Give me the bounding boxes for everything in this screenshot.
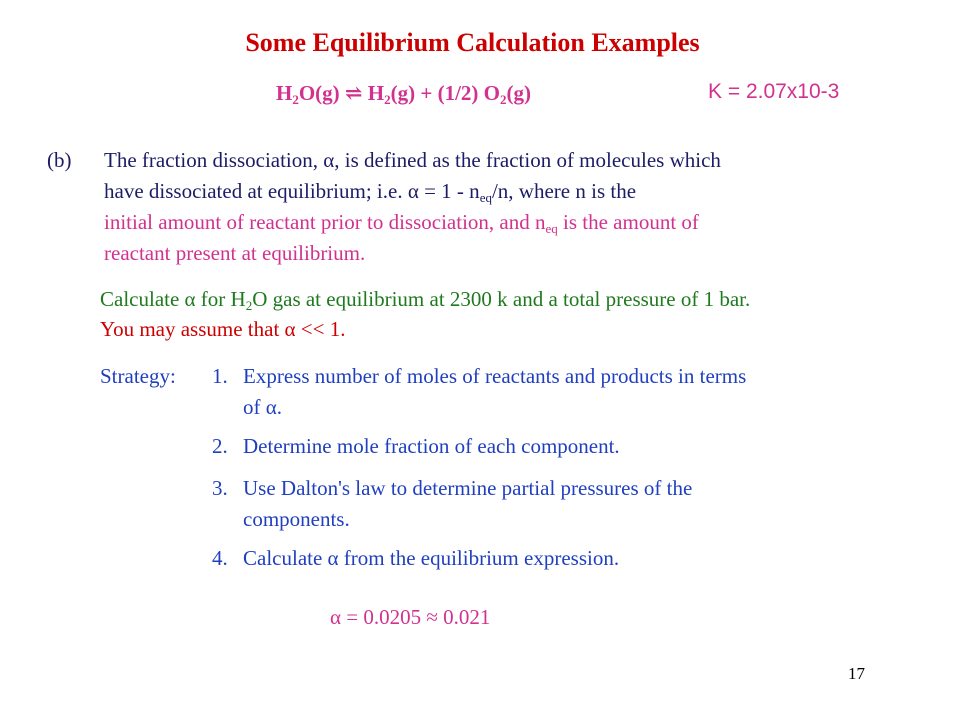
h2o-subscript: 2 — [245, 298, 253, 313]
product2-tail: (g) — [506, 81, 531, 105]
strategy-label: Strategy: — [100, 364, 176, 388]
product1-symbol: H — [367, 81, 385, 105]
definition-line-4: reactant present at equilibrium. — [104, 241, 366, 265]
calculate-pre: Calculate α for H — [100, 287, 246, 311]
definition-line-3-post: is the amount of — [557, 210, 699, 234]
assumption-text: You may assume that α << 1. — [100, 317, 346, 341]
neq-subscript-2: eq — [545, 221, 558, 236]
step-1-continuation: of α. — [243, 395, 282, 419]
step-2-number: 2. — [212, 434, 228, 458]
equilibrium-constant: K = 2.07x10-3 — [708, 80, 840, 103]
product1-tail: (g) + (1/2) O — [390, 81, 500, 105]
part-b-marker: (b) — [47, 148, 72, 172]
step-4-text: Calculate α from the equilibrium expression. — [243, 546, 620, 570]
answer-value: α = 0.0205 ≈ 0.021 — [330, 605, 491, 629]
slide-title: Some Equilibrium Calculation Examples — [245, 28, 700, 57]
definition-line-3-pre: initial amount of reactant prior to dissociation, and n — [104, 210, 546, 234]
calculate-prompt — [100, 287, 750, 312]
page-number: 17 — [848, 664, 865, 683]
product2-subscript: 2 — [499, 92, 507, 107]
reactant-subscript: 2 — [292, 92, 299, 107]
definition-line-2-pre: have dissociated at equilibrium; i.e. α = 1 - n — [104, 179, 480, 203]
definition-line-2 — [104, 179, 636, 204]
product1-subscript: 2 — [384, 92, 391, 107]
neq-subscript: eq — [479, 190, 492, 205]
step-3-number: 3. — [212, 476, 228, 500]
definition-line-2-post: /n, where n is the — [491, 179, 637, 203]
calculate-post: O gas at equilibrium at 2300 k and a total pressure of 1 bar. — [252, 287, 751, 311]
equilibrium-arrow: ⇌ — [344, 81, 363, 105]
definition-line-1: The fraction dissociation, α, is defined as the fraction of molecules which — [104, 148, 721, 172]
reactant-symbol: H — [276, 81, 293, 105]
step-4-number: 4. — [212, 546, 228, 570]
reactant-tail: O(g) — [298, 81, 340, 105]
step-3-text: Use Dalton's law to determine partial pressures of the — [243, 476, 693, 500]
step-3-continuation: components. — [243, 507, 350, 531]
definition-line-3 — [104, 210, 699, 235]
step-2-text: Determine mole fraction of each component. — [243, 434, 620, 458]
reaction-equation — [276, 80, 531, 106]
step-1-number: 1. — [212, 364, 228, 388]
step-1-text: Express number of moles of reactants and products in terms — [243, 364, 747, 388]
